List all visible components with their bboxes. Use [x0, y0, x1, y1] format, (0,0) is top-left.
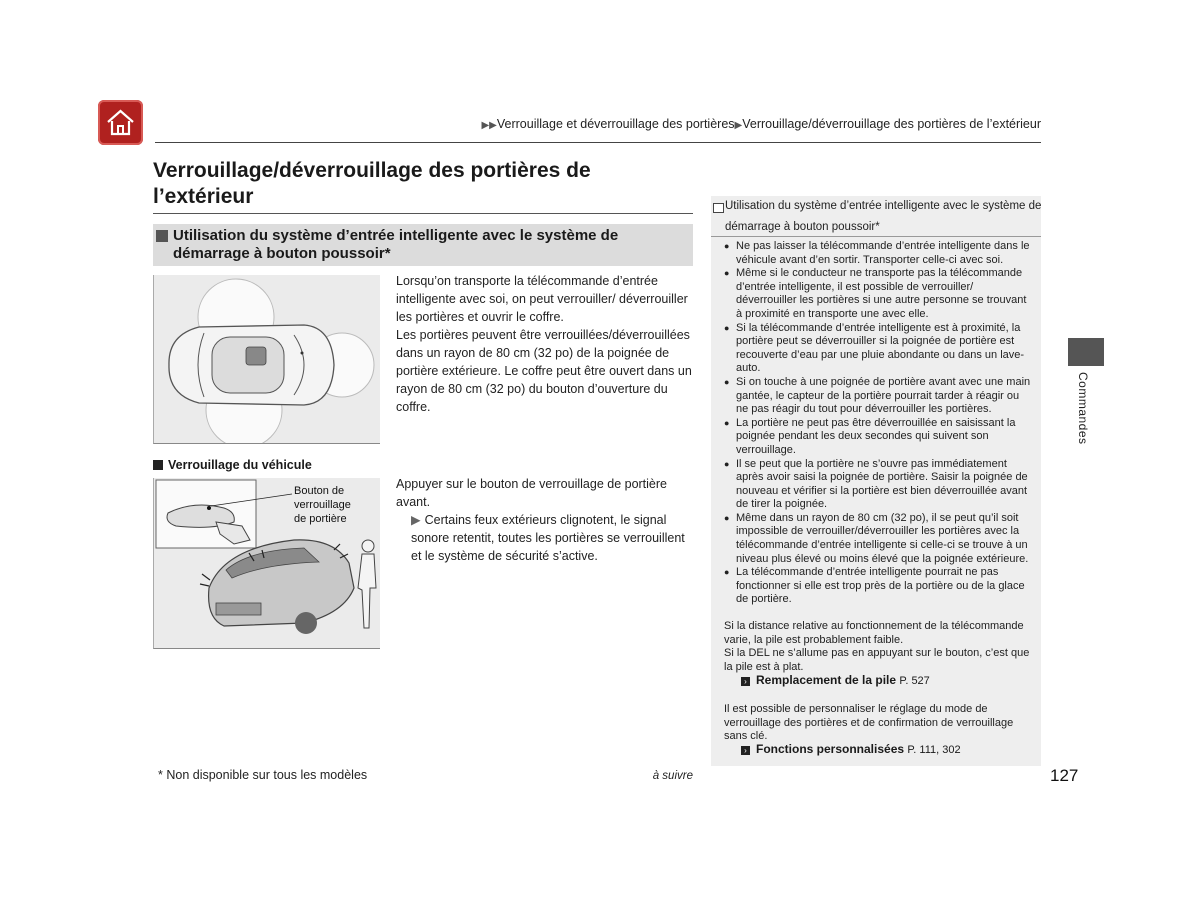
subheading-label: Verrouillage du véhicule — [168, 458, 312, 472]
section-title-line: démarrage à bouton poussoir — [173, 245, 385, 262]
chapter-tab-label[interactable]: Commandes — [1076, 372, 1090, 445]
title-divider — [153, 213, 693, 214]
list-item: ● Si la télécommande d’entrée intelligente est à proximité, la portière peut se déverrouiller si la poignée de portière est recouverte d’eau par une pluie abondante ou dans un lave-auto. — [724, 322, 1032, 376]
page-title-line: Verrouillage/déverrouillage des portières de — [153, 159, 591, 182]
list-item: ● Même dans un rayon de 80 cm (32 po), il se peut qu’il soit impossible de verrouiller/déverrouiller les portières avec la télécommande d’entrée intelligente si celle-ci se trouve à un niveau plus élevé ou moins élevé que la poignée extérieure. — [724, 512, 1032, 566]
lock-result-text: Certains feux extérieurs clignotent, le signal sonore retentit, toutes les portières se verrouillent et le système de sécurité s’active. — [411, 513, 685, 563]
subheading — [153, 458, 312, 472]
footnote: * Non disponible sur tous les modèles — [158, 768, 368, 782]
continued-label: à suivre — [652, 770, 693, 782]
section-square-icon — [156, 230, 168, 242]
callout-line: de portière — [294, 513, 347, 525]
triangle-bullet-icon: ▶ — [411, 513, 421, 527]
callout-line: verrouillage — [294, 499, 351, 511]
home-button[interactable] — [98, 100, 143, 145]
sidebar-heading-line: Utilisation du système d’entrée intelligente avec le système de — [725, 200, 1042, 212]
section-header — [153, 224, 693, 266]
list-item: ● Même si le conducteur ne transporte pas la télécommande d’entrée intelligente, il est possible de verrouiller/ déverrouiller les portières si une autre personne se trouvant à proximité en transporte une avec elle. — [724, 267, 1032, 321]
body-text: Lorsqu’on transporte la télécommande d’entrée intelligente avec soi, on peut verrouiller/ déverrouiller les portières et ouvrir le coffre. — [396, 274, 688, 324]
custom-features-reference-link[interactable] — [741, 742, 961, 756]
breadcrumb-item[interactable]: Verrouillage et déverrouillage des portières — [496, 117, 735, 131]
reference-page: P. 111, 302 — [907, 744, 961, 756]
chapter-tab-marker[interactable] — [1068, 338, 1104, 366]
asterisk-mark: * — [384, 245, 391, 262]
battery-reference-link[interactable] — [741, 673, 930, 687]
breadcrumb — [300, 117, 1041, 131]
callout-line: Bouton de — [294, 485, 345, 497]
list-item: ● La portière ne peut pas être déverrouillée en saisissant la poignée pendant les deux secondes qui suivent son verrouillage. — [724, 417, 1032, 458]
page-title — [153, 158, 673, 210]
page-title-line: l’extérieur — [153, 185, 254, 208]
body-text: Si la distance relative au fonctionnement de la télécommande varie, la pile est probablement faible. — [724, 620, 1024, 646]
list-item: ● La télécommande d’entrée intelligente pourrait ne pas fonctionner si elle est trop près de la portière ou de la glace de portière. — [724, 566, 1032, 607]
sidebar-heading-line: démarrage à bouton poussoir — [725, 221, 876, 233]
car-top-view-illustration — [153, 275, 380, 444]
body-text: Si la DEL ne s’allume pas en appuyant sur le bouton, c’est que la pile est à plat. — [724, 647, 1030, 673]
lock-instruction: Appuyer sur le bouton de verrouillage de portière avant. — [396, 477, 668, 509]
list-item: ● Ne pas laisser la télécommande d’entrée intelligente dans le véhicule avant d’en sortir. Transporter celle-ci avec soi. — [724, 240, 1032, 267]
sidebar-bullet-list — [724, 240, 1032, 607]
battery-note — [724, 620, 1032, 674]
section-title-line: Utilisation du système d’entrée intelligente avec le système de — [173, 227, 619, 244]
sidebar-heading — [711, 196, 1047, 238]
list-item: ● Si on touche à une poignée de portière avant avec une main gantée, le capteur de la portière pourrait tarder à réagir ou ne pas réagir du tout pour déverrouiller les portières. — [724, 376, 1032, 417]
breadcrumb-item[interactable]: Verrouillage/déverrouillage des portières de l’extérieur — [742, 117, 1041, 131]
page-number: 127 — [1050, 766, 1079, 785]
breadcrumb-arrow-icon: ▶▶ — [481, 120, 497, 131]
sidebar-divider — [711, 236, 1041, 237]
reference-page: P. 527 — [899, 675, 930, 687]
intro-paragraph — [396, 272, 696, 416]
note-icon — [713, 203, 724, 213]
breadcrumb-arrow-icon: ▶ — [734, 120, 743, 131]
home-icon — [104, 106, 137, 139]
lock-result — [411, 511, 696, 565]
reference-label: Remplacement de la pile — [756, 673, 897, 687]
reference-arrow-icon: › — [741, 746, 750, 755]
list-item: ● Il se peut que la portière ne s’ouvre pas immédiatement après avoir saisi la poignée de portière. Saisir la poignée de nouveau et vérifier si la portière est bien déverrouillée avant de tirer la poignée. — [724, 458, 1032, 512]
body-text: Les portières peuvent être verrouillées/déverrouillées dans un rayon de 80 cm (32 po) de la poignée de portière extérieure. Le coffre peut être ouvert dans un rayon de 80 cm (32 po) du bouton d’ouverture du coffre. — [396, 328, 692, 414]
header-divider — [155, 142, 1041, 143]
subheading-square-icon — [153, 460, 163, 470]
asterisk-mark: * — [875, 221, 880, 233]
lock-button-callout — [294, 484, 351, 526]
reference-arrow-icon: › — [741, 677, 750, 686]
customization-note: Il est possible de personnaliser le réglage du mode de verrouillage des portières et de confirmation de verrouillage sans clé. — [724, 703, 1014, 743]
reference-label: Fonctions personnalisées — [756, 742, 905, 756]
